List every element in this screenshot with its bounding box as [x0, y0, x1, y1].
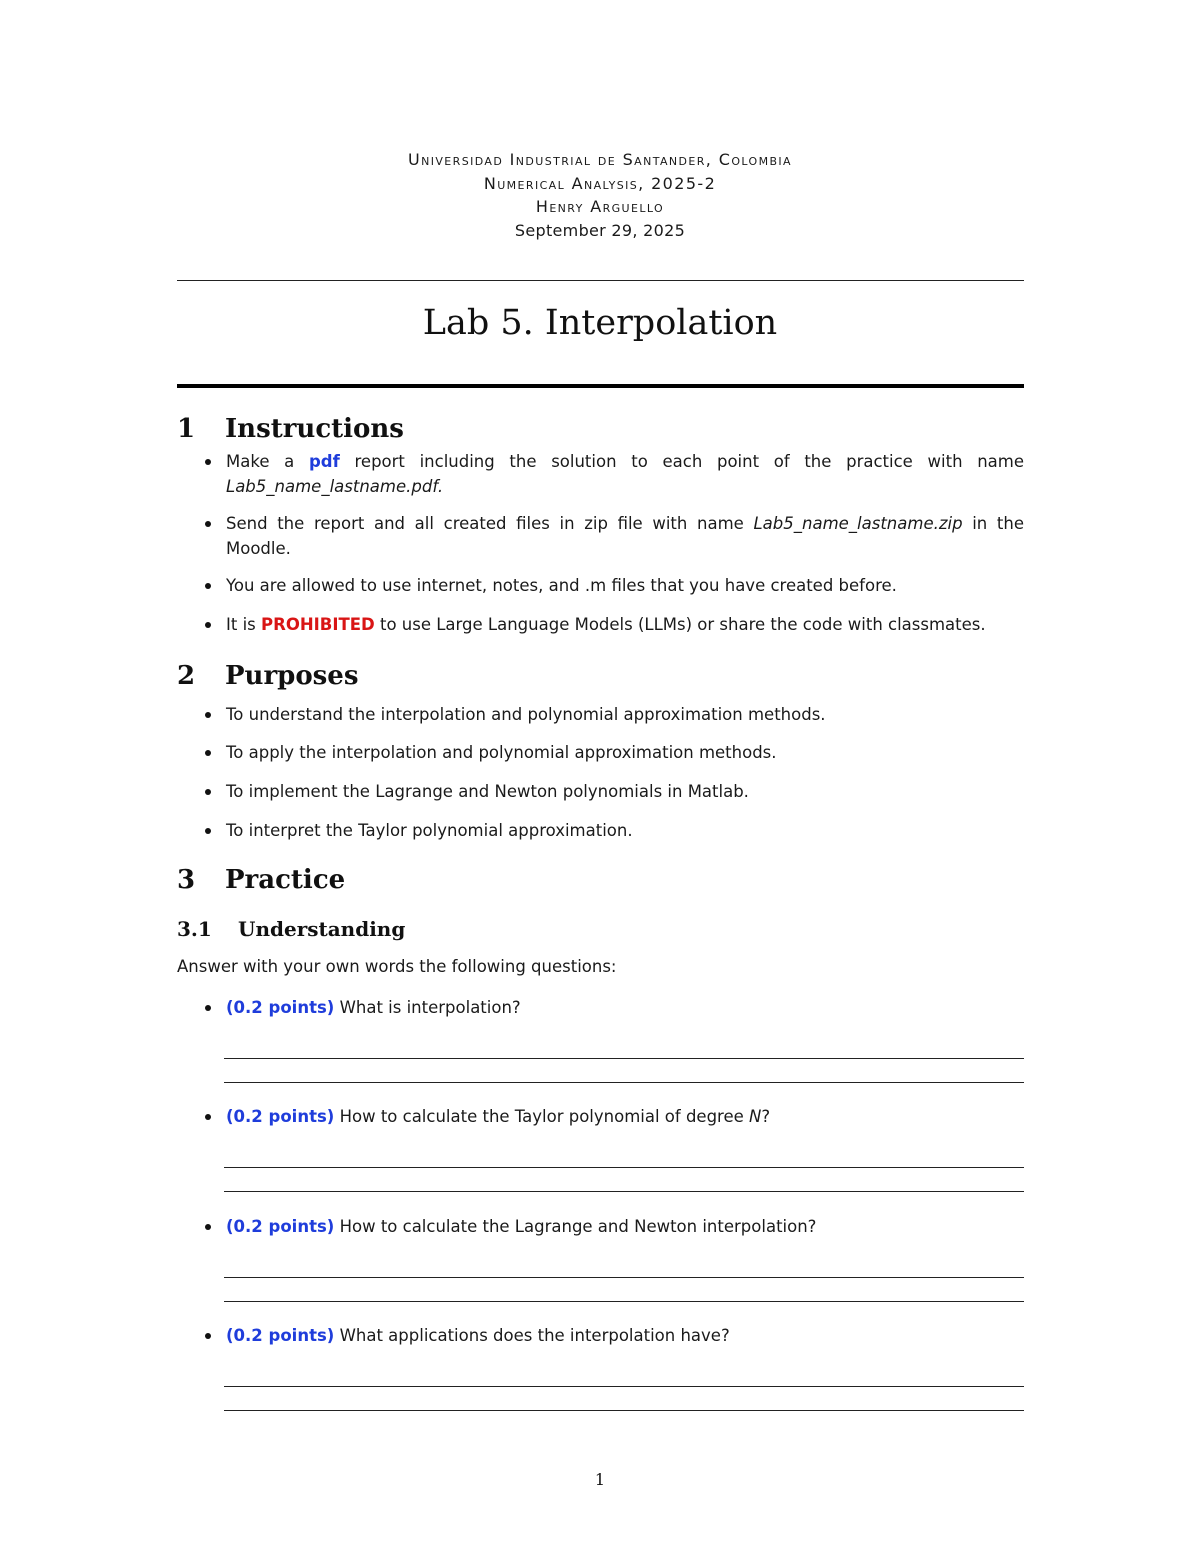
prohibited-warning: PROHIBITED — [261, 615, 375, 634]
pdf-filename: Lab5_name_lastname.pdf. — [226, 477, 444, 496]
points-label: (0.2 points) — [226, 1107, 335, 1126]
question-item: (0.2 points) What applications does the interpolation have? — [205, 1323, 1024, 1349]
section-practice-heading — [177, 865, 345, 895]
title-top-rule — [177, 280, 1024, 281]
answer-line[interactable] — [224, 1191, 1024, 1192]
points-label: (0.2 points) — [226, 1217, 335, 1236]
date-line: September 29, 2025 — [514, 221, 686, 240]
document-title: Lab 5. Interpolation — [422, 303, 778, 343]
subsection-title: Understanding — [238, 917, 406, 941]
answer-line[interactable] — [224, 1058, 1024, 1059]
author-line: Henry Arguello — [535, 197, 665, 216]
section-title: Practice — [225, 865, 346, 895]
subsection-understanding-heading — [177, 917, 405, 941]
page-number: 1 — [594, 1470, 606, 1489]
question-item: (0.2 points) How to calculate the Taylor polynomial of degree N? — [205, 1104, 1024, 1130]
pdf-link[interactable]: pdf — [308, 452, 340, 471]
bullet-icon — [205, 622, 211, 628]
bullet-icon — [205, 789, 211, 795]
list-item: To understand the interpolation and polynomial approximation methods. — [205, 702, 1024, 728]
course-line: Numerical Analysis, 2025-2 — [483, 174, 717, 193]
answer-line[interactable] — [224, 1301, 1024, 1302]
section-number: 1 — [177, 414, 196, 444]
answer-line[interactable] — [224, 1167, 1024, 1168]
bullet-icon — [205, 828, 211, 834]
points-label: (0.2 points) — [226, 998, 335, 1017]
bullet-icon — [205, 1005, 211, 1011]
answer-line[interactable] — [224, 1410, 1024, 1411]
understanding-intro: Answer with your own words the following questions: — [177, 957, 617, 976]
list-item: To apply the interpolation and polynomial approximation methods. — [205, 740, 1024, 766]
section-purposes-heading — [177, 661, 359, 691]
answer-line[interactable] — [224, 1386, 1024, 1387]
section-title: Instructions — [225, 414, 404, 444]
section-number: 2 — [177, 661, 196, 691]
answer-line[interactable] — [224, 1082, 1024, 1083]
bullet-icon — [205, 1114, 211, 1120]
list-item: Send the report and all created files in zip file with name Lab5_name_lastname.zip in the Moodle. — [205, 511, 1024, 563]
bullet-icon — [205, 459, 211, 465]
subsection-number: 3.1 — [177, 917, 212, 941]
list-item: Make a pdf report including the solution to each point of the practice with name Lab5_name_lastname.pdf. — [205, 449, 1024, 501]
question-item: (0.2 points) How to calculate the Lagrange and Newton interpolation? — [205, 1214, 1024, 1240]
title-bottom-rule — [177, 384, 1024, 388]
bullet-icon — [205, 583, 211, 589]
section-number: 3 — [177, 865, 196, 895]
list-item: You are allowed to use internet, notes, and .m files that you have created before. — [205, 573, 1024, 599]
bullet-icon — [205, 521, 211, 527]
section-instructions-heading — [177, 414, 404, 444]
university-line: Universidad Industrial de Santander, Colombia — [408, 150, 792, 169]
bullet-icon — [205, 1333, 211, 1339]
list-item: It is PROHIBITED to use Large Language Models (LLMs) or share the code with classmates. — [205, 612, 1024, 638]
points-label: (0.2 points) — [226, 1326, 335, 1345]
list-item: To implement the Lagrange and Newton polynomials in Matlab. — [205, 779, 1024, 805]
section-title: Purposes — [225, 661, 359, 691]
list-item: To interpret the Taylor polynomial approximation. — [205, 818, 1024, 844]
answer-line[interactable] — [224, 1277, 1024, 1278]
bullet-icon — [205, 750, 211, 756]
zip-filename: Lab5_name_lastname.zip — [753, 514, 963, 533]
bullet-icon — [205, 1224, 211, 1230]
bullet-icon — [205, 712, 211, 718]
question-item: (0.2 points) What is interpolation? — [205, 995, 1024, 1021]
degree-variable: N — [749, 1107, 762, 1126]
